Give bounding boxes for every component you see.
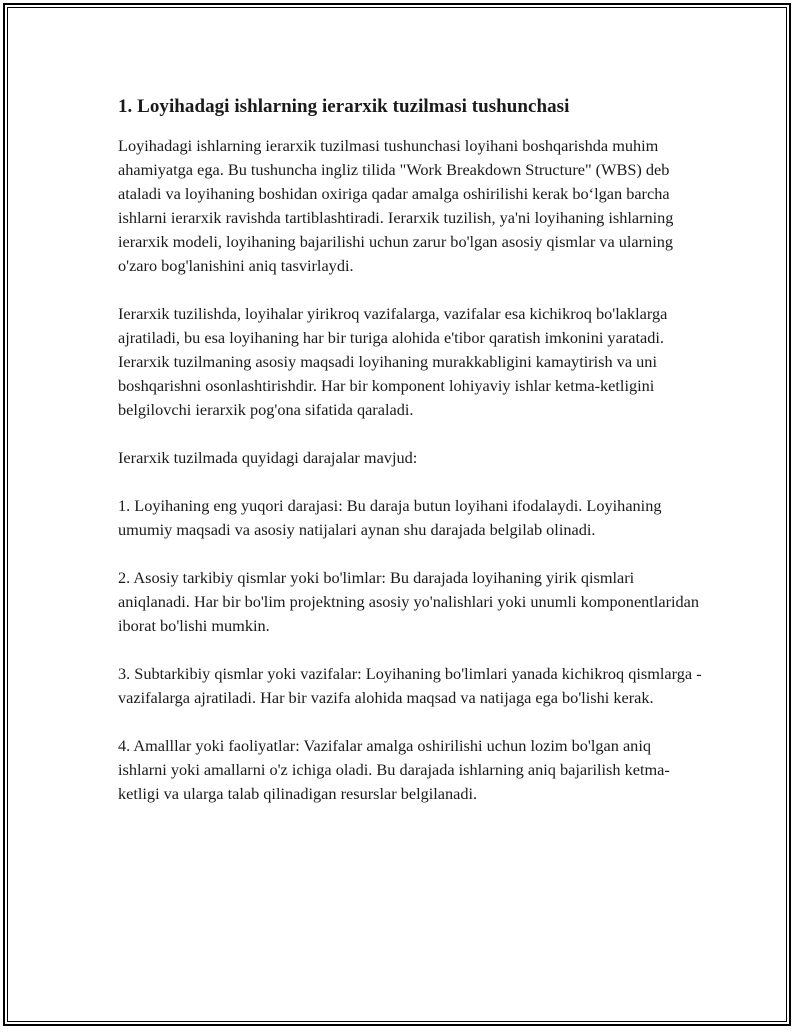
list-item-level-1: 1. Loyihaning eng yuqori darajasi: Bu daraja butun loyihani ifodalaydi. Loyihaning umumiy maqsadi va asosiy natijalari aynan shu darajada belgilab olinadi.: [118, 496, 662, 539]
list-item-level-2: 2. Asosiy tarkibiy qismlar yoki bo'limlar: Bu darajada loyihaning yirik qismlari aniqlanadi. Har bir bo'lim projektning asosiy yo'nalishlari yoki unumli komponentlaridan iborat bo'lishi mumkin.: [118, 568, 700, 635]
paragraph-structure: Ierarxik tuzilishda, loyihalar yirikroq vazifalarga, vazifalar esa kichikroq bo'laklarga ajratiladi, bu esa loyihaning har bir turiga alohida e'tibor qaratish imkonini yaratadi. Ierarxik tuzilmaning asosiy maqsadi loyihaning murakkabligini kamaytirish va uni boshqarishni osonlashtirishdir. Har bir komponent lohiyaviy ishlar ketma-ketligini belgilovchi ierarxik pog'ona sifatida qaraladi.: [118, 304, 668, 419]
list-item-level-4: 4. Amalllar yoki faoliyatlar: Vazifalar amalga oshirilishi uchun lozim bo'lgan aniq ishlarni yoki amallarni o'z ichiga oladi. Bu darajada ishlarning aniq bajarilish ketma-ketligi va ularga talab qilinadigan resurslar belgilanadi.: [118, 736, 670, 803]
section-heading: 1. Loyihadagi ishlarning ierarxik tuzilmasi tushunchasi: [118, 96, 570, 117]
paragraph-intro: Loyihadagi ishlarning ierarxik tuzilmasi tushunchasi loyihani boshqarishda muhim ahamiyatga ega. Bu tushuncha ingliz tilida "Work Breakdown Structure" (WBS) deb ataladi va loyihaning boshidan oxiriga qadar amalga oshirilishi kerak boʻlgan barcha ishlarni ierarxik ravishda tartiblashtiradi. Ierarxik tuzilish, ya'ni loyihaning ishlarning ierarxik modeli, loyihaning bajarilishi uchun zarur bo'lgan asosiy qismlar va ularning o'zaro bog'lanishini aniq tasvirlaydi.: [118, 136, 674, 275]
paragraph-levels-intro: Ierarxik tuzilmada quyidagi darajalar mavjud:: [118, 448, 418, 467]
list-item-level-3: 3. Subtarkibiy qismlar yoki vazifalar: Loyihaning bo'limlari yanada kichikroq qismlarga - vazifalarga ajratiladi. Har bir vazifa alohida maqsad va natijaga ega bo'lishi kerak.: [118, 664, 702, 707]
document-body: [118, 94, 703, 830]
